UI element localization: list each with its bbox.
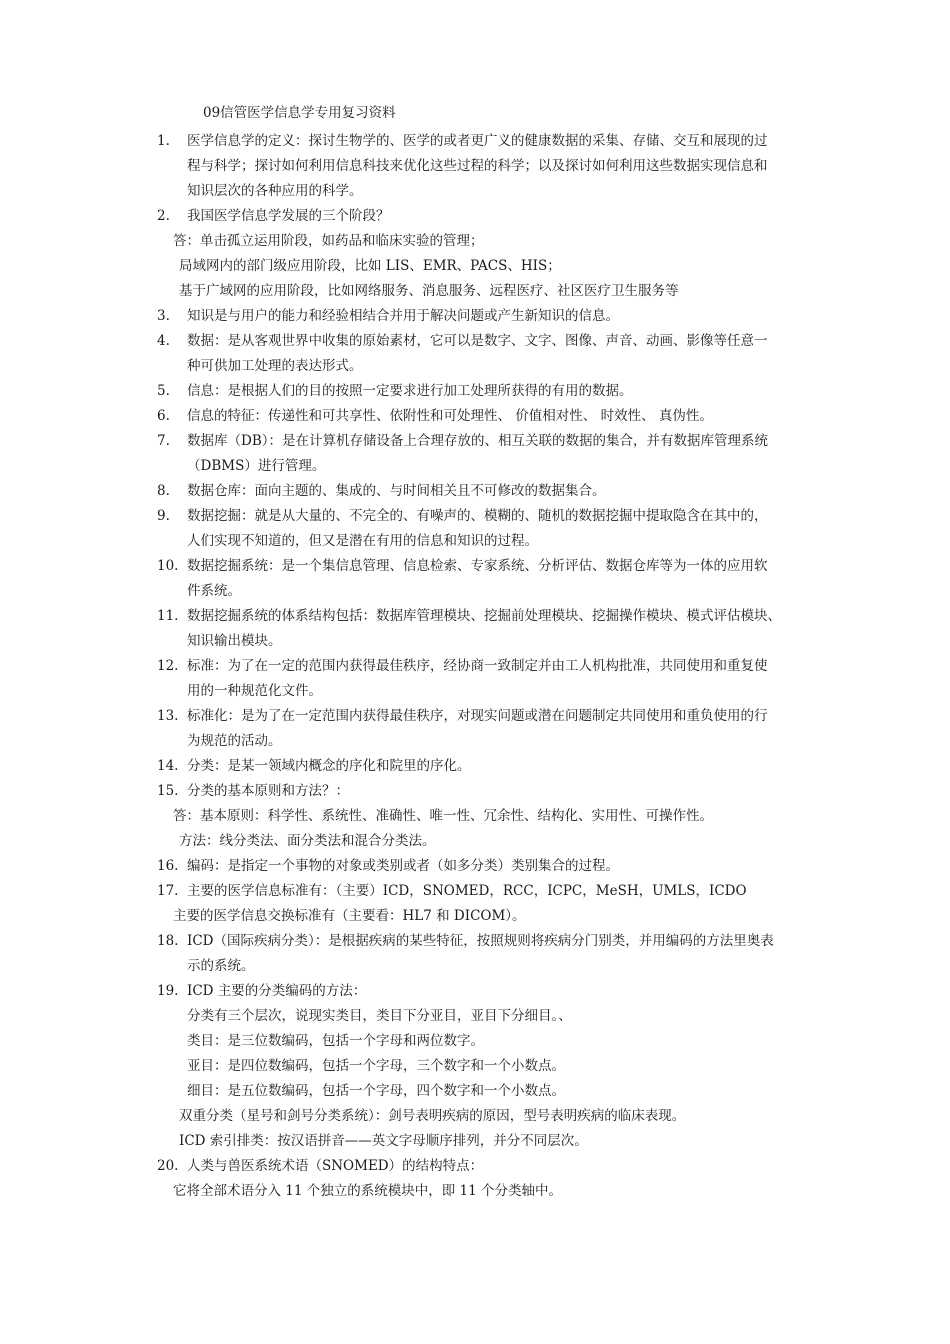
list-item-continuation — [0, 829, 950, 854]
item-text: 种可供加工处理的表达形式。 — [187, 358, 363, 374]
list-item-continuation — [0, 679, 950, 704]
list-item — [0, 404, 950, 429]
item-text: 程与科学；探讨如何利用信息科技来优化这些过程的科学；以及探讨如何利用这些数据实现信息和 — [187, 158, 768, 174]
list-item-continuation — [0, 579, 950, 604]
item-text: 信息的特征：传递性和可共享性、依附性和可处理性、 价值相对性、 时效性、 真伪性。 — [187, 408, 713, 424]
item-text: 知识是与用户的能力和经验相结合并用于解决问题或产生新知识的信息。 — [187, 308, 619, 324]
list-item — [0, 304, 950, 329]
list-item-continuation — [0, 279, 950, 304]
list-item-continuation — [0, 1004, 950, 1029]
list-item-continuation — [0, 354, 950, 379]
list-item — [0, 554, 950, 579]
item-text: 分类：是某一领域内概念的序化和院里的序化。 — [187, 758, 471, 774]
document-title: 09信管医学信息学专用复习资料 — [203, 105, 396, 121]
item-text: 知识输出模块。 — [187, 633, 282, 649]
item-text: 数据挖掘系统：是一个集信息管理、信息检索、专家系统、分析评估、数据仓库等为一体的应用软 — [187, 558, 768, 574]
list-item — [0, 779, 950, 804]
list-item-continuation — [0, 1104, 950, 1129]
item-text: 双重分类（星号和剑号分类系统）：剑号表明疾病的原因，型号表明疾病的临床表现。 — [179, 1108, 686, 1124]
list-item-continuation — [0, 1054, 950, 1079]
item-text: 它将全部术语分入 11 个独立的系统模块中，即 11 个分类轴中。 — [173, 1183, 563, 1199]
item-number: 18. — [157, 933, 179, 949]
list-item — [0, 329, 950, 354]
list-item — [0, 1154, 950, 1179]
item-text: 我国医学信息学发展的三个阶段？ — [187, 208, 390, 224]
list-item-continuation — [0, 454, 950, 479]
list-item-continuation — [0, 954, 950, 979]
item-text: 细目：是五位数编码，包括一个字母，四个数字和一个小数点。 — [187, 1083, 565, 1099]
item-number: 12. — [157, 658, 179, 674]
list-item-continuation — [0, 529, 950, 554]
list-item — [0, 979, 950, 1004]
list-item — [0, 204, 950, 229]
list-item-continuation — [0, 179, 950, 204]
list-item-continuation — [0, 1029, 950, 1054]
list-item — [0, 479, 950, 504]
item-number: 14. — [157, 758, 179, 774]
list-item-continuation — [0, 154, 950, 179]
list-item — [0, 879, 950, 904]
list-item — [0, 379, 950, 404]
list-item-continuation — [0, 729, 950, 754]
item-text: 人们实现不知道的，但又是潜在有用的信息和知识的过程。 — [187, 533, 538, 549]
list-item — [0, 929, 950, 954]
item-number: 1. — [157, 133, 170, 149]
item-number: 17. — [157, 883, 179, 899]
list-item-continuation — [0, 1079, 950, 1104]
item-text: 分类的基本原则和方法？： — [187, 783, 349, 799]
item-number: 15. — [157, 783, 179, 799]
item-text: 局域网内的部门级应用阶段，比如 LIS、EMR、PACS、HIS； — [179, 258, 561, 274]
item-text: 亚目：是四位数编码，包括一个字母，三个数字和一个小数点。 — [187, 1058, 565, 1074]
item-text: 类目：是三位数编码，包括一个字母和两位数字。 — [187, 1033, 484, 1049]
item-number: 20. — [157, 1158, 179, 1174]
item-number: 9. — [157, 508, 170, 524]
item-text: ICD 索引排类：按汉语拼音——英文字母顺序排列，并分不同层次。 — [179, 1133, 588, 1149]
list-item — [0, 429, 950, 454]
item-text: 为规范的活动。 — [187, 733, 282, 749]
list-item — [0, 754, 950, 779]
document-body — [0, 129, 950, 1204]
item-number: 11. — [157, 608, 179, 624]
item-text: 方法：线分类法、面分类法和混合分类法。 — [179, 833, 436, 849]
item-number: 3. — [157, 308, 170, 324]
list-item-continuation — [0, 1129, 950, 1154]
list-item-continuation — [0, 629, 950, 654]
item-number: 19. — [157, 983, 179, 999]
list-item — [0, 854, 950, 879]
item-number: 2. — [157, 208, 170, 224]
list-item-continuation — [0, 904, 950, 929]
item-text: 用的一种规范化文件。 — [187, 683, 322, 699]
item-text: 示的系统。 — [187, 958, 255, 974]
item-number: 5. — [157, 383, 170, 399]
list-item-continuation — [0, 804, 950, 829]
item-number: 16. — [157, 858, 179, 874]
item-text: 件系统。 — [187, 583, 241, 599]
item-number: 8. — [157, 483, 170, 499]
item-text: 基于广域网的应用阶段，比如网络服务、消息服务、远程医疗、社区医疗卫生服务等 — [179, 283, 679, 299]
item-text: 主要的医学信息交换标准有（主要看：HL7 和 DICOM）。 — [173, 908, 526, 924]
item-text: 答：单击孤立运用阶段，如药品和临床实验的管理； — [173, 233, 484, 249]
item-text: 数据挖掘：就是从大量的、不完全的、有噪声的、模糊的、随机的数据挖掘中提取隐含在其中的， — [187, 508, 768, 524]
list-item-continuation — [0, 229, 950, 254]
item-text: 数据：是从客观世界中收集的原始素材，它可以是数字、文字、图像、声音、动画、影像等任意一 — [187, 333, 768, 349]
list-item — [0, 604, 950, 629]
item-number: 13. — [157, 708, 179, 724]
list-item — [0, 504, 950, 529]
item-number: 7. — [157, 433, 170, 449]
item-number: 6. — [157, 408, 170, 424]
item-text: 人类与兽医系统术语（SNOMED）的结构特点： — [187, 1158, 484, 1174]
item-text: 编码：是指定一个事物的对象或类别或者（如多分类）类别集合的过程。 — [187, 858, 619, 874]
item-number: 10. — [157, 558, 179, 574]
list-item — [0, 129, 950, 154]
item-text: 主要的医学信息标准有：（主要）ICD，SNOMED，RCC，ICPC，MeSH，UMLS，ICDO — [187, 883, 747, 899]
item-text: 数据挖掘系统的体系结构包括：数据库管理模块、挖掘前处理模块、挖掘操作模块、模式评估模块、 — [187, 608, 781, 624]
item-text: 分类有三个层次，说现实类目，类目下分亚目，亚目下分细目。、 — [187, 1008, 572, 1024]
item-text: 标准：为了在一定的范围内获得最佳秩序，经协商一致制定并由工人机构批准，共同使用和重复使 — [187, 658, 768, 674]
item-text: ICD 主要的分类编码的方法： — [187, 983, 367, 999]
item-text: 医学信息学的定义：探讨生物学的、医学的或者更广义的健康数据的采集、存储、交互和展现的过 — [187, 133, 768, 149]
item-text: （DBMS）进行管理。 — [187, 458, 326, 474]
item-number: 4. — [157, 333, 170, 349]
list-item — [0, 704, 950, 729]
list-item-continuation — [0, 1179, 950, 1204]
item-text: 数据仓库：面向主题的、集成的、与时间相关且不可修改的数据集合。 — [187, 483, 606, 499]
item-text: 答：基本原则：科学性、系统性、准确性、唯一性、冗余性、结构化、实用性、可操作性。 — [173, 808, 713, 824]
item-text: 知识层次的各种应用的科学。 — [187, 183, 363, 199]
item-text: 数据库（DB）：是在计算机存储设备上合理存放的、相互关联的数据的集合，并有数据库管理系统 — [187, 433, 768, 449]
item-text: ICD（国际疾病分类）：是根据疾病的某些特征，按照规则将疾病分门别类，并用编码的方法里奥表 — [187, 933, 774, 949]
list-item — [0, 654, 950, 679]
item-text: 信息：是根据人们的目的按照一定要求进行加工处理所获得的有用的数据。 — [187, 383, 633, 399]
list-item-continuation — [0, 254, 950, 279]
item-text: 标准化：是为了在一定范围内获得最佳秩序，对现实问题或潜在问题制定共同使用和重负使用的行 — [187, 708, 768, 724]
